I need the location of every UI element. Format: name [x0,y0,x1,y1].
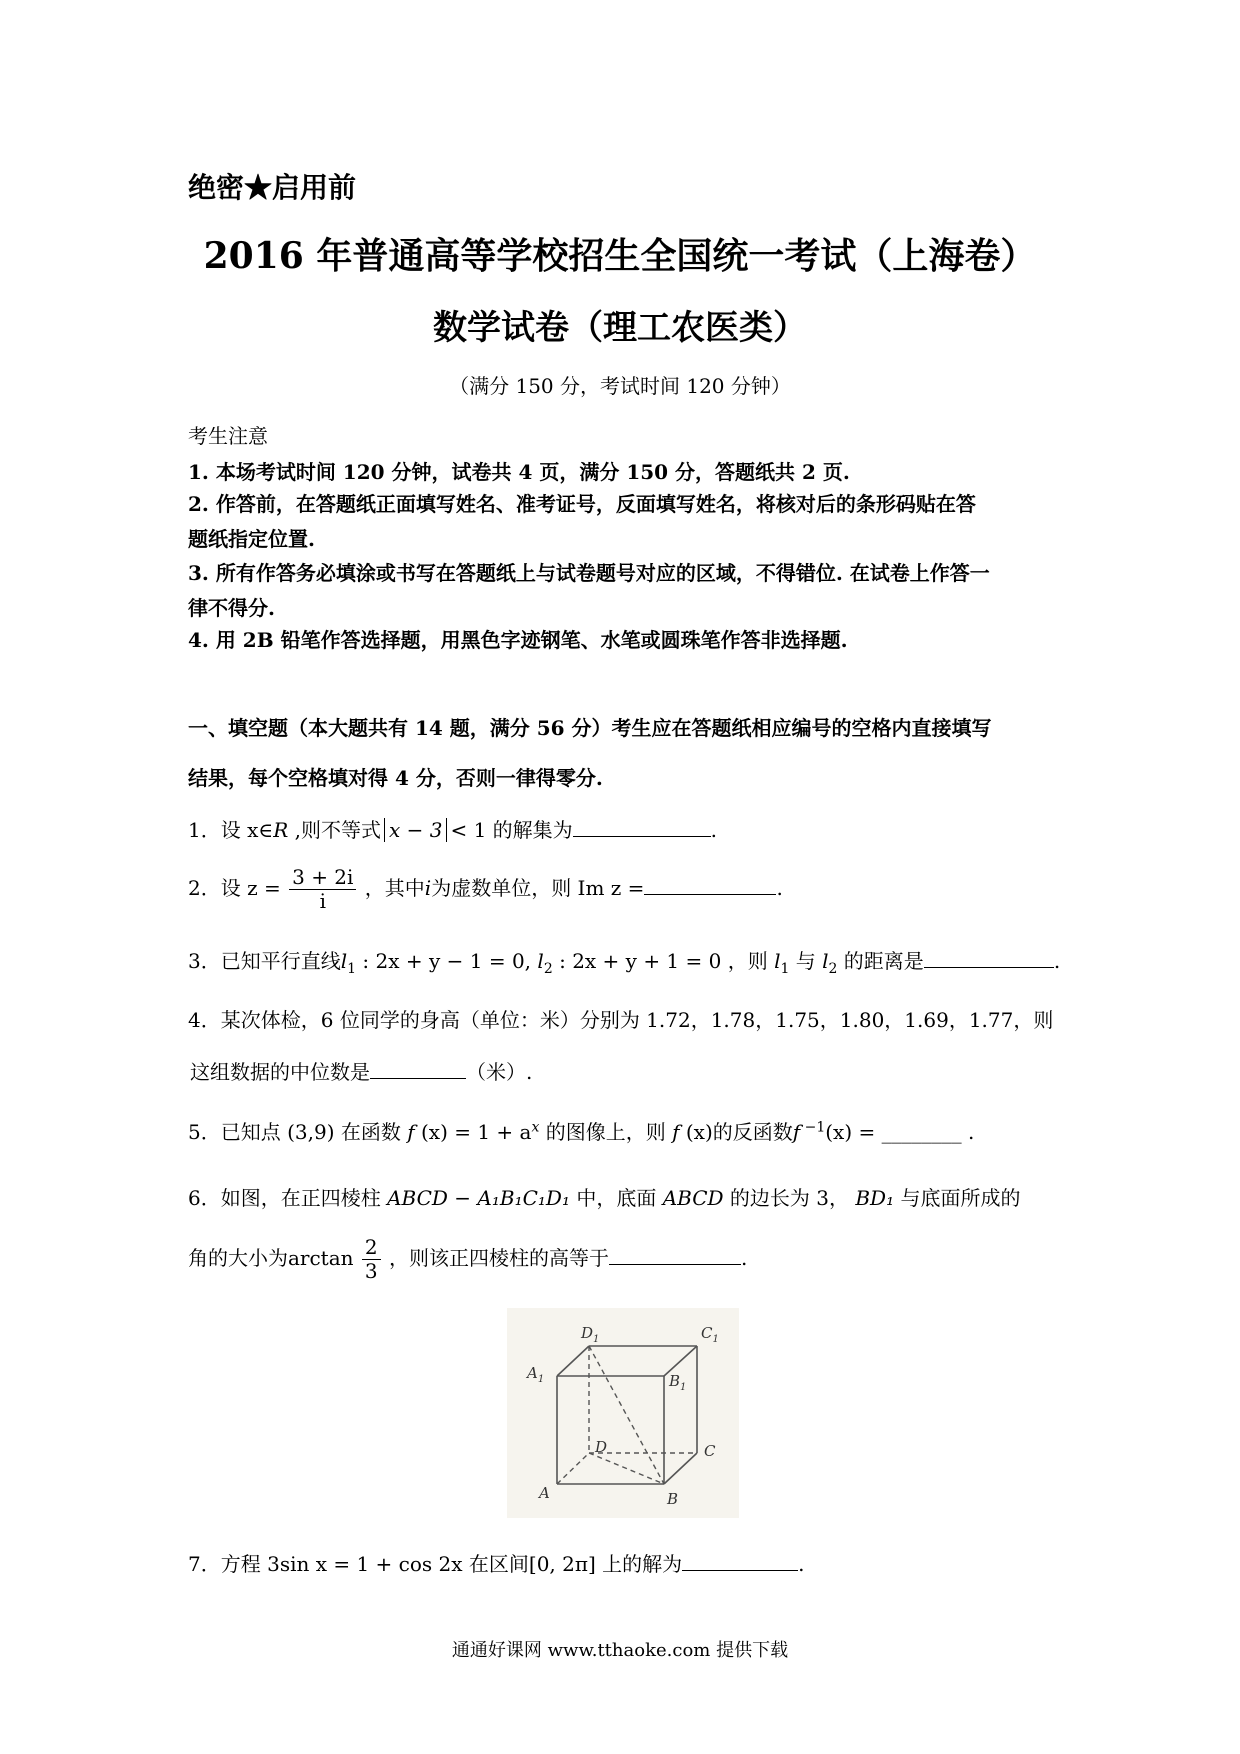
answer-blank-4 [370,1058,466,1079]
question-2: 2．设 z = $\frac{3 + 2i}{i}$ ，其中i为虚数单位，则 Im z = . [188,865,783,913]
label-a1: $A_1$ [527,1364,545,1385]
exam-title: 2016 年普通高等学校招生全国统一考试（上海卷） [203,235,1037,277]
question-3: 3．已知平行直线$l_1$ : 2x + y − 1 = 0, $l_2$ : 2x + y + 1 = 0 ，则 $l_1$ 与 $l_2$ 的距离是 . [188,949,1061,977]
question-1: 1．设 x∈R ,则不等式 x − 3 < 1 的解集为 . [188,818,718,842]
fraction-6: $\frac{2}{3}$ [362,1236,381,1283]
notice-item-3-cont: 律不得分. [188,596,275,620]
answer-blank-1 [573,816,711,837]
answer-blank-3 [924,947,1054,968]
notice-item-3: 3. 所有作答务必填涂或书写在答题纸上与试卷题号对应的区域，不得错位. 在试卷上作答一 [188,561,990,585]
section-heading-line1: 一、填空题（本大题共有 14 题，满分 56 分）考生应在答题纸相应编号的空格内直接填写 [188,716,992,740]
answer-blank-2 [644,874,776,895]
section-heading-line2: 结果，每个空格填对得 4 分，否则一律得零分. [188,766,603,790]
notice-heading: 考生注意 [188,424,268,448]
question-4-cont: 这组数据的中位数是 （米）. [190,1060,533,1084]
label-b: B [667,1490,679,1508]
score-info: （满分 150 分，考试时间 120 分钟） [449,374,791,398]
prism-figure [507,1308,739,1518]
label-c1: $C_1$ [701,1324,719,1345]
question-5: 5．已知点 (3,9) 在函数 f $(x) = 1 + a^x$ 的图像上，则 f (x)的反函数f $^{-1}$(x) = ________ . [188,1119,975,1144]
label-d: D [595,1438,608,1456]
question-6: 6．如图，在正四棱柱 ABCD − A₁B₁C₁D₁ 中，底面 ABCD 的边长为 3， BD₁ 与底面所成的 [188,1186,1021,1210]
exam-subtitle: 数学试卷（理工农医类） [433,308,807,348]
label-a: A [539,1484,550,1502]
footer-text: 通通好课网 www.tthaoke.com 提供下载 [451,1640,789,1661]
abs-value-expr: x − 3 [384,818,447,842]
notice-item-1: 1. 本场考试时间 120 分钟，试卷共 4 页，满分 150 分，答题纸共 2 页. [188,460,850,484]
answer-blank-6 [609,1244,741,1265]
question-7: 7．方程 3sin x = 1 + cos 2x 在区间[0, 2π] 上的解为 . [188,1552,805,1576]
fraction-2: $\frac{3 + 2i}{i}$ [289,866,356,913]
label-b1: $B_1$ [669,1372,687,1393]
notice-item-4: 4. 用 2B 铅笔作答选择题，用黑色字迹钢笔、水笔或圆珠笔作答非选择题. [188,628,848,652]
question-6-cont: 角的大小为arctan $\frac{2}{3}$ ，则该正四棱柱的高等于 . [188,1235,748,1283]
label-c: C [704,1442,716,1460]
notice-item-2-cont: 题纸指定位置. [188,527,315,551]
notice-item-2: 2. 作答前，在答题纸正面填写姓名、准考证号，反面填写姓名，将核对后的条形码贴在答 [188,492,976,516]
secret-mark: 绝密★启用前 [188,171,357,204]
label-d1: $D_1$ [581,1324,600,1345]
question-4: 4．某次体检，6 位同学的身高（单位：米）分别为 1.72，1.78，1.75，1.80，1.69，1.77，则 [188,1008,1054,1032]
answer-blank-7 [682,1550,798,1571]
